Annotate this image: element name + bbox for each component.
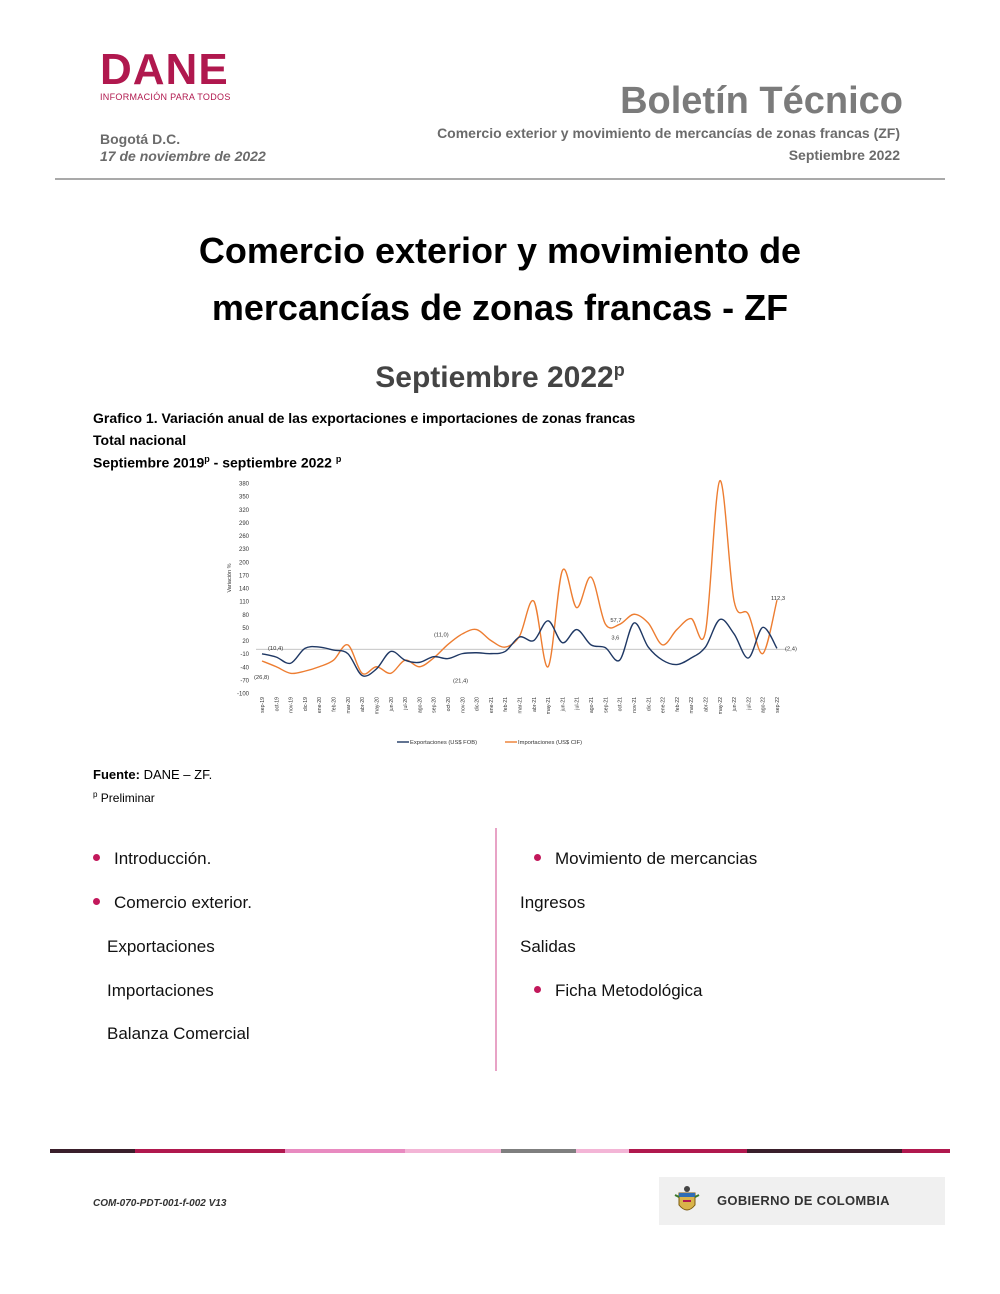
footer-bar-segment: [285, 1149, 405, 1153]
x-tick-label: nov-21: [631, 697, 638, 713]
footer-bar-segment: [50, 1149, 135, 1153]
city: Bogotá D.C.: [100, 131, 181, 147]
x-tick-label: sep-22: [775, 697, 781, 713]
index-item-label: Balanza Comercial: [107, 1024, 250, 1043]
page-title: [100, 222, 900, 336]
x-tick-label: ene-20: [317, 697, 324, 714]
index-item-label: Introducción.: [114, 849, 212, 868]
document-code: COM-070-PDT-001-f-002 V13: [93, 1198, 227, 1209]
x-tick-label: jul-22: [746, 697, 753, 710]
x-tick-label: feb-21: [503, 697, 510, 712]
index-item[interactable]: [534, 849, 757, 869]
exports-series-line: [262, 619, 777, 676]
x-tick-label: jul-20: [403, 697, 410, 710]
footer-bar-segment: [576, 1149, 629, 1153]
x-tick-label: sep-20: [431, 697, 438, 713]
x-tick-label: ago-21: [589, 697, 596, 714]
caption-period-end: - septiembre 2022: [209, 454, 336, 471]
logo-tagline: INFORMACIÓN PARA TODOS: [100, 92, 231, 102]
bulletin-title: Boletín Técnico: [620, 80, 903, 122]
index-item[interactable]: [520, 893, 585, 913]
index-item-label: Importaciones: [107, 981, 214, 1000]
x-tick-label: dic-21: [646, 697, 653, 712]
government-badge: [659, 1177, 945, 1225]
index-divider: [495, 828, 497, 1071]
source-label: Fuente:: [93, 767, 140, 782]
bullet-icon: [534, 854, 541, 861]
index-item[interactable]: [107, 1024, 250, 1044]
index-item-label: Exportaciones: [107, 937, 215, 956]
data-label: (26,8): [254, 674, 270, 681]
x-tick-label: abr-20: [360, 697, 367, 712]
x-tick-label: mar-21: [517, 697, 524, 714]
footer-bar-segment: [405, 1149, 501, 1153]
index-item[interactable]: [93, 893, 252, 913]
logo-wordmark: DANE: [100, 45, 229, 94]
footer-bar-segment: [902, 1149, 950, 1153]
x-tick-label: mar-20: [345, 697, 352, 714]
index-item-label: Comercio exterior.: [114, 893, 252, 912]
y-tick-label: 140: [238, 586, 249, 593]
y-tick-label: 20: [242, 639, 249, 645]
legend-label: Exportaciones (US$ FOB): [410, 740, 478, 746]
x-tick-label: mar-22: [689, 697, 696, 714]
bullet-icon: [93, 854, 100, 861]
y-tick-label: 290: [238, 520, 249, 527]
imports-series-line: [262, 481, 777, 674]
page-title-line-2: mercancías de zonas francas - ZF: [211, 287, 789, 328]
page-subtitle-sup: p: [613, 360, 625, 380]
index-item-label: Movimiento de mercancias: [555, 849, 758, 868]
bullet-icon: [534, 986, 541, 993]
source-note: [93, 767, 212, 782]
index-item[interactable]: [520, 937, 576, 957]
data-label: 3,6: [611, 635, 620, 642]
page-title-line-1: Comercio exterior y movimiento de: [198, 230, 802, 271]
data-label: (10,4): [268, 645, 284, 652]
y-tick-label: -40: [240, 665, 249, 672]
bulletin-period: Septiembre 2022: [788, 147, 900, 163]
y-axis-label: Variación %: [227, 563, 233, 593]
y-tick-label: 320: [238, 507, 249, 514]
y-tick-label: 260: [238, 534, 249, 540]
colombia-coat-of-arms-icon: [669, 1183, 705, 1219]
bulletin-subtitle: Comercio exterior y movimiento de mercancías de zonas francas (ZF): [437, 125, 900, 141]
x-tick-label: ene-22: [660, 697, 667, 714]
footer-bar-segment: [501, 1149, 576, 1153]
chart-caption-line-1: Grafico 1. Variación anual de las exportaciones e importaciones de zonas francas: [93, 410, 636, 426]
x-tick-label: oct-19: [274, 697, 281, 712]
footer-bar-segment: [135, 1149, 285, 1153]
x-tick-label: feb-20: [331, 697, 338, 712]
x-tick-label: oct-20: [445, 697, 452, 712]
x-tick-label: dic-19: [302, 697, 309, 712]
preliminary-sup: p: [93, 790, 98, 799]
x-tick-label: dic-20: [474, 697, 481, 712]
x-tick-label: jun-20: [388, 697, 395, 712]
footer-bar-segment: [629, 1149, 747, 1153]
chart-caption-line-3: [93, 454, 341, 471]
data-label: (11,0): [433, 632, 449, 639]
y-tick-label: 50: [242, 625, 249, 632]
caption-sup-1: p: [204, 454, 210, 464]
dane-logo: [100, 45, 231, 102]
source-value: DANE – ZF.: [139, 767, 213, 782]
x-tick-label: jul-21: [574, 697, 581, 710]
index-item[interactable]: [107, 981, 214, 1001]
publication-date: 17 de noviembre de 2022: [100, 148, 266, 164]
data-label: (2,4): [785, 646, 797, 653]
x-tick-label: sep-19: [260, 697, 266, 713]
y-tick-label: 110: [239, 599, 249, 606]
y-tick-label: 80: [242, 612, 249, 619]
index-item-label: Salidas: [520, 937, 576, 956]
x-tick-label: may-22: [717, 697, 724, 715]
annual-variation-chart: [225, 476, 795, 756]
preliminary-text: Preliminar: [97, 791, 155, 805]
chart-caption-line-2: Total nacional: [93, 432, 187, 448]
y-tick-label: 350: [238, 494, 249, 501]
caption-period-start: Septiembre 2019: [93, 454, 205, 471]
x-tick-label: ene-21: [488, 697, 495, 714]
index-item[interactable]: [93, 849, 211, 869]
y-tick-label: 230: [238, 547, 249, 554]
y-tick-label: -100: [236, 691, 249, 698]
x-tick-label: ago-22: [760, 697, 767, 714]
x-tick-label: nov-19: [288, 697, 295, 713]
footer-color-bar: [50, 1149, 950, 1153]
data-label: 57,7: [610, 618, 622, 625]
x-tick-label: nov-20: [460, 697, 467, 713]
index-item-label: Ficha Metodológica: [555, 981, 703, 1000]
x-tick-label: abr-21: [531, 697, 538, 712]
bullet-icon: [93, 898, 100, 905]
footer-bar-segment: [747, 1149, 902, 1153]
index-item-label: Ingresos: [520, 893, 586, 912]
y-tick-label: 170: [238, 573, 249, 580]
x-tick-label: jun-22: [732, 697, 739, 712]
x-tick-label: feb-22: [674, 697, 681, 712]
legend-label: Importaciones (US$ CIF): [518, 740, 583, 746]
data-label: (21,4): [452, 678, 469, 685]
x-tick-label: may-21: [546, 697, 553, 715]
caption-sup-2: p: [335, 454, 342, 464]
x-tick-label: oct-21: [617, 697, 624, 712]
x-tick-label: may-20: [374, 697, 381, 715]
preliminary-note: [93, 790, 155, 805]
header-divider: [55, 178, 945, 180]
y-tick-label: 200: [238, 560, 249, 567]
government-label: GOBIERNO DE COLOMBIA: [717, 1193, 890, 1208]
y-tick-label: -10: [240, 652, 249, 659]
y-tick-label: -70: [240, 678, 249, 685]
x-tick-label: sep-21: [603, 697, 610, 713]
page-subtitle-text: Septiembre 2022: [375, 361, 614, 394]
page-subtitle: [100, 360, 900, 395]
x-tick-label: ago-20: [417, 697, 424, 714]
index-item[interactable]: [107, 937, 215, 957]
x-tick-label: abr-22: [703, 697, 710, 712]
data-label: 112,3: [771, 596, 786, 603]
y-tick-label: 380: [238, 481, 249, 488]
index-item[interactable]: [534, 981, 702, 1001]
x-tick-label: jun-21: [560, 697, 567, 712]
